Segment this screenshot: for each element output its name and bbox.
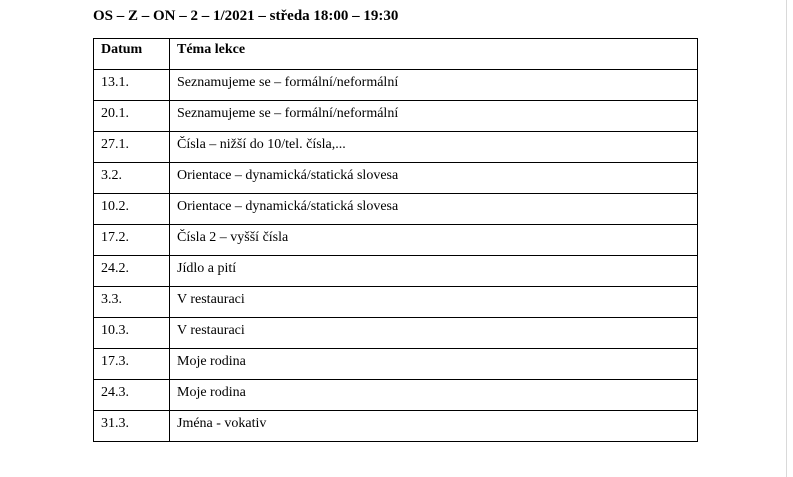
row-topic: V restauraci bbox=[170, 318, 698, 349]
table-row bbox=[94, 132, 698, 163]
header-date: Datum bbox=[94, 39, 170, 70]
table-row bbox=[94, 225, 698, 256]
row-date: 10.3. bbox=[94, 318, 170, 349]
table-row bbox=[94, 411, 698, 442]
row-date: 31.3. bbox=[94, 411, 170, 442]
row-topic: V restauraci bbox=[170, 287, 698, 318]
row-topic: Čísla 2 – vyšší čísla bbox=[170, 225, 698, 256]
page-edge-divider bbox=[786, 0, 787, 477]
row-date: 13.1. bbox=[94, 70, 170, 101]
row-topic: Orientace – dynamická/statická slovesa bbox=[170, 194, 698, 225]
table-header-row bbox=[94, 39, 698, 70]
table-row bbox=[94, 256, 698, 287]
row-topic: Jména - vokativ bbox=[170, 411, 698, 442]
row-date: 17.2. bbox=[94, 225, 170, 256]
table-row bbox=[94, 318, 698, 349]
table-row bbox=[94, 194, 698, 225]
row-date: 17.3. bbox=[94, 349, 170, 380]
header-topic: Téma lekce bbox=[170, 39, 698, 70]
row-topic: Jídlo a pití bbox=[170, 256, 698, 287]
row-date: 27.1. bbox=[94, 132, 170, 163]
row-date: 10.2. bbox=[94, 194, 170, 225]
row-topic: Moje rodina bbox=[170, 349, 698, 380]
row-date: 24.3. bbox=[94, 380, 170, 411]
row-topic: Orientace – dynamická/statická slovesa bbox=[170, 163, 698, 194]
table-row bbox=[94, 349, 698, 380]
table-row bbox=[94, 70, 698, 101]
row-topic: Seznamujeme se – formální/neformální bbox=[170, 101, 698, 132]
table-row bbox=[94, 287, 698, 318]
row-date: 20.1. bbox=[94, 101, 170, 132]
row-date: 3.2. bbox=[94, 163, 170, 194]
document-title: OS – Z – ON – 2 – 1/2021 – středa 18:00 – 19:30 bbox=[93, 8, 399, 24]
table-row bbox=[94, 163, 698, 194]
row-date: 24.2. bbox=[94, 256, 170, 287]
schedule-table bbox=[93, 38, 698, 442]
row-topic: Moje rodina bbox=[170, 380, 698, 411]
row-topic: Čísla – nižší do 10/tel. čísla,... bbox=[170, 132, 698, 163]
row-date: 3.3. bbox=[94, 287, 170, 318]
table-row bbox=[94, 380, 698, 411]
row-topic: Seznamujeme se – formální/neformální bbox=[170, 70, 698, 101]
table-row bbox=[94, 101, 698, 132]
